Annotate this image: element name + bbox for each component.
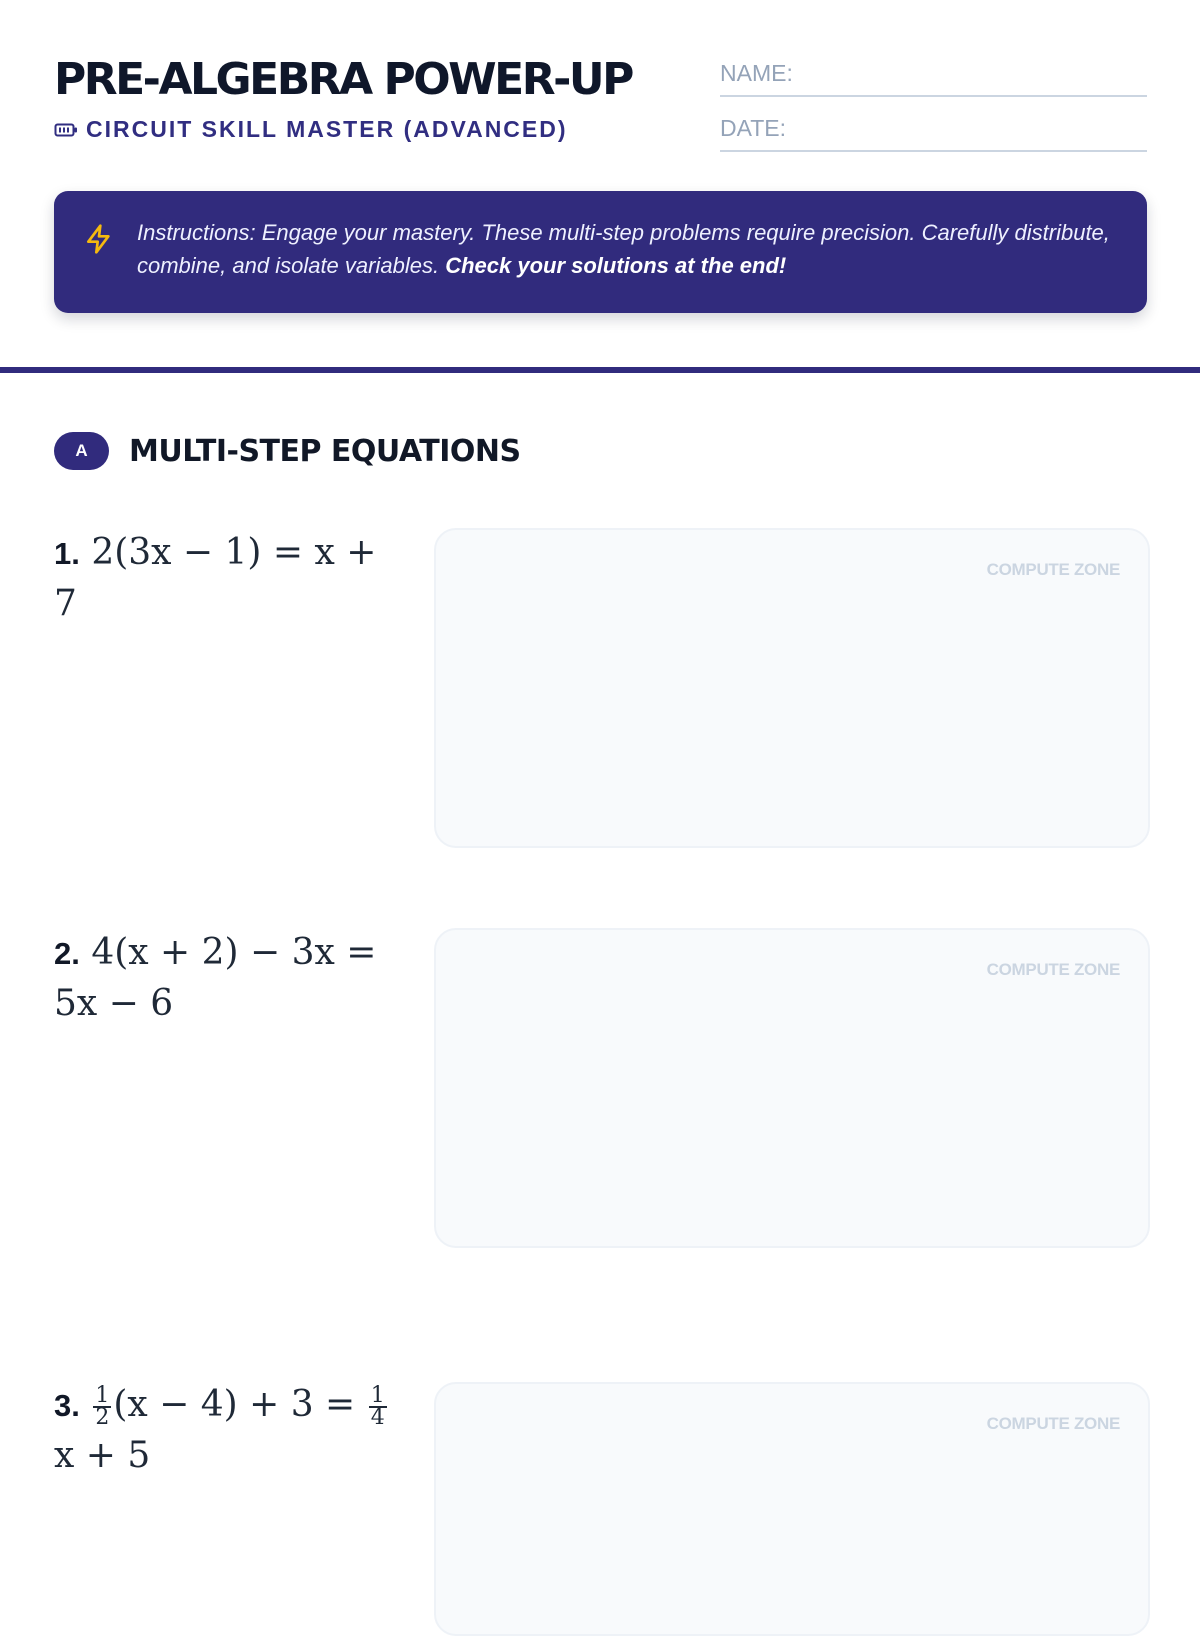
lightning-bolt-icon <box>83 222 115 256</box>
compute-zone-label: COMPUTE ZONE <box>986 1414 1120 1433</box>
fraction-one-quarter: $\frac{1}{4}$ <box>370 1383 385 1430</box>
problem-1 <box>54 528 394 629</box>
fraction-one-half: $\frac{1}{2}$ <box>95 1383 110 1430</box>
problem-expression-part-1: (x − 4) + 3 = <box>113 1384 356 1425</box>
worksheet-title: PRE-ALGEBRA POWER-UP <box>54 54 632 105</box>
date-field[interactable] <box>720 112 1147 152</box>
compute-zone-label: COMPUTE ZONE <box>986 960 1120 979</box>
problem-expression: 2(3x − 1) = x + 7 <box>54 532 377 624</box>
problem-3 <box>54 1380 394 1481</box>
problem-expression-part-2: x + 5 <box>54 1435 151 1476</box>
problem-number: 1. <box>54 536 80 571</box>
section-badge: A <box>54 432 109 470</box>
problem-number: 2. <box>54 936 80 971</box>
section-title: MULTI-STEP EQUATIONS <box>129 433 521 469</box>
compute-zone-3[interactable] <box>434 1382 1150 1636</box>
instructions-banner <box>54 191 1147 313</box>
compute-zone-1[interactable] <box>434 528 1150 848</box>
instructions-text <box>137 216 1127 282</box>
date-label: DATE: <box>720 115 787 141</box>
problem-number: 3. <box>54 1388 80 1423</box>
instructions-body: Instructions: Engage your mastery. These multi-step problems require precision. Carefully distribute, combine, and isolate variables. <box>137 220 1110 278</box>
compute-zone-label: COMPUTE ZONE <box>986 560 1120 579</box>
subtitle-text: CIRCUIT SKILL MASTER (ADVANCED) <box>86 116 568 142</box>
instructions-emphasis: Check your solutions at the end! <box>445 253 787 278</box>
battery-icon <box>54 122 78 138</box>
compute-zone-2[interactable] <box>434 928 1150 1248</box>
section-header <box>54 432 521 470</box>
problem-expression: 4(x + 2) − 3x = 5x − 6 <box>54 932 377 1024</box>
problem-2 <box>54 928 394 1029</box>
name-label: NAME: <box>720 60 793 86</box>
name-field[interactable] <box>720 57 1147 97</box>
section-divider <box>0 367 1200 373</box>
worksheet-subtitle <box>54 116 568 143</box>
